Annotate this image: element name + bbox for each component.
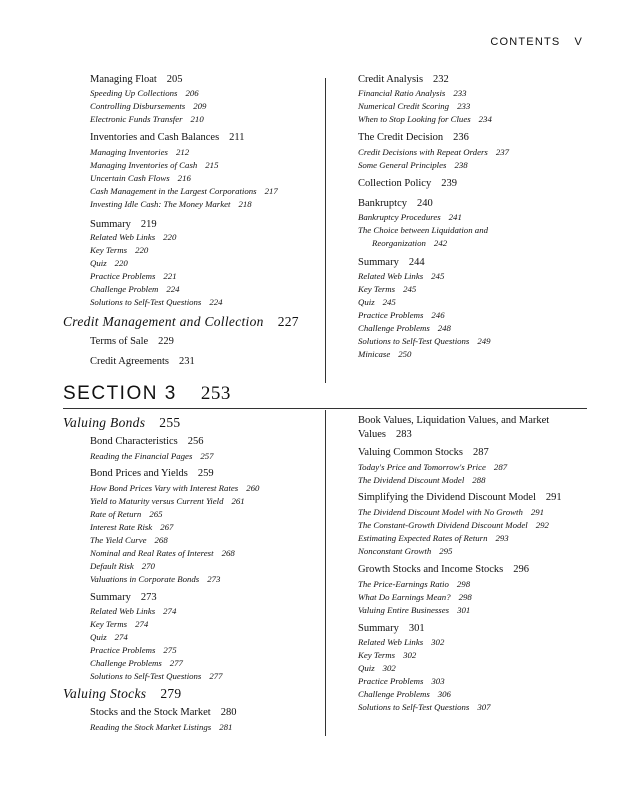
entry-title: Challenge Problems xyxy=(90,658,162,668)
entry-title: The Constant-Growth Dividend Discount Model xyxy=(358,520,528,530)
entry-page-number: 302 xyxy=(403,650,417,660)
entry-title: Key Terms xyxy=(90,619,128,629)
entry-page-number: 250 xyxy=(398,349,412,359)
toc-subentry xyxy=(358,310,445,320)
toc-subentry xyxy=(90,496,245,506)
entry-title: The Choice between Liquidation and xyxy=(358,225,488,235)
toc-subentry xyxy=(90,88,199,98)
entry-page-number: 234 xyxy=(478,114,492,124)
entry-page-number: 302 xyxy=(431,637,445,647)
entry-title: Nonconstant Growth xyxy=(358,546,432,556)
entry-title: The Credit Decision xyxy=(358,132,444,143)
toc-subentry xyxy=(90,658,183,668)
toc-subentry xyxy=(90,199,252,209)
entry-title: Practice Problems xyxy=(358,676,424,686)
entry-title: Uncertain Cash Flows xyxy=(90,173,170,183)
toc-entry xyxy=(90,356,195,367)
toc-subentry xyxy=(358,702,491,712)
toc-subentry xyxy=(358,147,509,157)
toc-subentry xyxy=(90,284,180,294)
section-page-number: 253 xyxy=(200,383,231,404)
entry-page-number: 277 xyxy=(169,658,183,668)
entry-title: Credit Decisions with Repeat Orders xyxy=(358,147,488,157)
toc-subentry xyxy=(90,258,128,268)
toc-entry xyxy=(90,74,183,85)
header-label: CONTENTS xyxy=(490,36,561,48)
entry-page-number: 232 xyxy=(433,74,449,85)
entry-title: Today's Price and Tomorrow's Price xyxy=(358,462,486,472)
column-divider-bottom xyxy=(325,410,326,736)
entry-page-number: 256 xyxy=(187,436,204,447)
entry-title: Quiz xyxy=(358,663,375,673)
entry-title: Related Web Links xyxy=(90,232,156,242)
toc-entry xyxy=(358,492,562,503)
toc-entry xyxy=(358,257,425,268)
entry-title: Collection Policy xyxy=(358,178,432,189)
entry-page-number: 218 xyxy=(238,199,252,209)
toc-subentry xyxy=(358,323,451,333)
entry-title: Book Values, Liquidation Values, and Market xyxy=(358,415,550,426)
toc-column-bottom-left xyxy=(63,415,323,745)
toc-subentry xyxy=(90,186,278,196)
entry-title: What Do Earnings Mean? xyxy=(358,592,451,602)
entry-page-number: 307 xyxy=(477,702,491,712)
entry-page-number: 268 xyxy=(221,548,235,558)
entry-page-number: 274 xyxy=(114,632,128,642)
entry-title: Key Terms xyxy=(358,284,396,294)
entry-page-number: 245 xyxy=(403,284,417,294)
toc-entry xyxy=(358,447,489,458)
entry-title: Quiz xyxy=(358,297,375,307)
entry-page-number: 257 xyxy=(200,451,214,461)
entry-page-number: 259 xyxy=(197,468,214,479)
entry-title: Speeding Up Collections xyxy=(90,88,178,98)
toc-subentry xyxy=(358,637,444,647)
toc-subentry xyxy=(358,605,470,615)
toc-entry xyxy=(90,592,157,603)
entry-page-number: 306 xyxy=(437,689,451,699)
entry-title: Nominal and Real Rates of Interest xyxy=(90,548,214,558)
entry-page-number: 224 xyxy=(209,297,223,307)
entry-title: Related Web Links xyxy=(358,271,424,281)
entry-title: Estimating Expected Rates of Return xyxy=(358,533,488,543)
entry-page-number: 240 xyxy=(417,198,433,209)
toc-subentry xyxy=(90,147,189,157)
toc-entry xyxy=(358,178,457,189)
toc-entry xyxy=(358,564,529,575)
entry-page-number: 212 xyxy=(175,147,190,157)
entry-page-number: 210 xyxy=(190,114,204,124)
entry-page-number: 245 xyxy=(431,271,445,281)
entry-title: Interest Rate Risk xyxy=(90,522,153,532)
toc-entry xyxy=(358,429,412,440)
entry-page-number: 260 xyxy=(246,483,260,493)
entry-page-number: 261 xyxy=(231,496,245,506)
toc-subentry xyxy=(90,245,148,255)
toc-subentry xyxy=(358,336,491,346)
toc-column-top-left xyxy=(63,74,323,379)
entry-page-number: 298 xyxy=(458,592,472,602)
toc-subentry xyxy=(358,475,485,485)
entry-page-number: 205 xyxy=(166,74,183,85)
toc-subentry xyxy=(90,232,176,242)
entry-page-number: 296 xyxy=(513,564,529,575)
entry-page-number: 217 xyxy=(264,186,278,196)
entry-title: Summary xyxy=(358,623,399,634)
entry-page-number: 229 xyxy=(158,336,174,347)
toc-subentry xyxy=(358,88,467,98)
toc-subentry xyxy=(358,579,470,589)
toc-entry xyxy=(358,74,449,85)
entry-title: Credit Management and Collection xyxy=(63,314,264,329)
entry-title: Simplifying the Dividend Discount Model xyxy=(358,492,536,503)
toc-subentry xyxy=(90,574,220,584)
entry-title: Yield to Maturity versus Current Yield xyxy=(90,496,224,506)
toc-entry xyxy=(358,623,425,634)
column-divider-top xyxy=(325,78,326,383)
entry-page-number: 274 xyxy=(163,606,177,616)
entry-page-number: 233 xyxy=(457,101,471,111)
chapter-entry xyxy=(63,314,299,330)
entry-page-number: 233 xyxy=(453,88,467,98)
entry-title: Reorganization xyxy=(372,238,426,248)
entry-page-number: 224 xyxy=(166,284,180,294)
entry-title: Investing Idle Cash: The Money Market xyxy=(90,199,231,209)
entry-title: Practice Problems xyxy=(90,645,156,655)
entry-page-number: 283 xyxy=(396,429,412,440)
entry-title: Challenge Problems xyxy=(358,689,430,699)
toc-subentry xyxy=(90,297,223,307)
entry-title: Reading the Stock Market Listings xyxy=(90,722,212,732)
toc-subentry xyxy=(90,160,218,170)
toc-entry xyxy=(90,468,214,479)
entry-title: Electronic Funds Transfer xyxy=(90,114,183,124)
chapter-entry xyxy=(63,686,181,702)
toc-subentry xyxy=(90,451,214,461)
entry-page-number: 211 xyxy=(229,132,245,143)
toc-subentry xyxy=(90,645,177,655)
entry-title: Managing Inventories xyxy=(90,147,168,157)
entry-title: Terms of Sale xyxy=(90,336,149,347)
entry-title: Summary xyxy=(90,219,131,230)
entry-title: Valuing Entire Businesses xyxy=(358,605,450,615)
toc-entry xyxy=(90,336,174,347)
entry-page-number: 302 xyxy=(382,663,396,673)
entry-page-number: 298 xyxy=(456,579,471,589)
entry-title: Solutions to Self-Test Questions xyxy=(90,297,202,307)
entry-page-number: 219 xyxy=(140,219,157,230)
entry-title: Challenge Problem xyxy=(90,284,159,294)
entry-page-number: 244 xyxy=(408,257,425,268)
entry-title: Bankruptcy xyxy=(358,198,407,209)
toc-subentry xyxy=(358,101,470,111)
entry-title: Practice Problems xyxy=(90,271,156,281)
toc-subentry xyxy=(358,592,472,602)
toc-entry xyxy=(358,198,433,209)
entry-title: The Dividend Discount Model with No Growth xyxy=(358,507,523,517)
toc-entry xyxy=(90,132,245,143)
entry-page-number: 274 xyxy=(135,619,149,629)
entry-title: Credit Analysis xyxy=(358,74,424,85)
page-header xyxy=(490,36,583,48)
toc-subentry xyxy=(358,507,544,517)
entry-title: Key Terms xyxy=(358,650,396,660)
toc-subentry xyxy=(90,535,168,545)
toc-subentry xyxy=(358,520,549,530)
entry-page-number: 267 xyxy=(160,522,174,532)
entry-page-number: 277 xyxy=(209,671,223,681)
entry-page-number: 241 xyxy=(448,212,462,222)
toc-subentry xyxy=(90,619,148,629)
entry-page-number: 238 xyxy=(454,160,468,170)
toc-subentry xyxy=(358,349,411,359)
toc-subentry xyxy=(90,632,128,642)
entry-page-number: 227 xyxy=(277,314,299,329)
entry-title: Cash Management in the Largest Corporations xyxy=(90,186,257,196)
entry-title: Stocks and the Stock Market xyxy=(90,707,211,718)
chapter-entry xyxy=(63,415,180,431)
toc-entry xyxy=(90,219,157,230)
toc-subentry xyxy=(372,238,447,248)
entry-page-number: 246 xyxy=(431,310,445,320)
entry-page-number: 215 xyxy=(205,160,219,170)
entry-title: Growth Stocks and Income Stocks xyxy=(358,564,504,575)
entry-title: Managing Inventories of Cash xyxy=(90,160,198,170)
entry-page-number: 245 xyxy=(382,297,396,307)
entry-title: The Dividend Discount Model xyxy=(358,475,465,485)
entry-title: Key Terms xyxy=(90,245,128,255)
toc-entry xyxy=(358,132,469,143)
toc-subentry xyxy=(90,101,206,111)
entry-title: When to Stop Looking for Clues xyxy=(358,114,471,124)
entry-title: Managing Float xyxy=(90,74,157,85)
entry-page-number: 287 xyxy=(493,462,508,472)
toc-subentry xyxy=(358,546,452,556)
entry-title: How Bond Prices Vary with Interest Rates xyxy=(90,483,239,493)
entry-page-number: 273 xyxy=(140,592,157,603)
entry-page-number: 236 xyxy=(453,132,469,143)
entry-page-number: 268 xyxy=(154,535,168,545)
entry-page-number: 249 xyxy=(477,336,491,346)
toc-subentry xyxy=(90,548,235,558)
toc-subentry xyxy=(358,650,416,660)
toc-column-bottom-right xyxy=(358,415,588,715)
toc-subentry xyxy=(358,284,416,294)
toc-subentry xyxy=(358,676,445,686)
toc-column-top-right xyxy=(358,74,588,379)
entry-title: Practice Problems xyxy=(358,310,424,320)
entry-title: Solutions to Self-Test Questions xyxy=(358,702,470,712)
entry-title: Numerical Credit Scoring xyxy=(358,101,450,111)
entry-title: Summary xyxy=(358,257,399,268)
entry-title: Minicase xyxy=(358,349,391,359)
entry-title: Valuing Common Stocks xyxy=(358,447,464,458)
entry-title: The Price-Earnings Ratio xyxy=(358,579,449,589)
entry-page-number: 280 xyxy=(220,707,237,718)
entry-page-number: 216 xyxy=(177,173,191,183)
entry-title: Valuations in Corporate Bonds xyxy=(90,574,200,584)
entry-page-number: 220 xyxy=(114,258,128,268)
toc-subentry xyxy=(90,483,259,493)
entry-title: Related Web Links xyxy=(90,606,156,616)
entry-page-number: 281 xyxy=(219,722,233,732)
entry-page-number: 301 xyxy=(408,623,425,634)
entry-title: Default Risk xyxy=(90,561,134,571)
entry-page-number: 288 xyxy=(472,475,486,485)
entry-title: Financial Ratio Analysis xyxy=(358,88,446,98)
entry-page-number: 231 xyxy=(179,356,195,367)
toc-subentry xyxy=(358,533,509,543)
entry-page-number: 295 xyxy=(439,546,453,556)
toc-subentry xyxy=(358,114,492,124)
entry-title: Bond Characteristics xyxy=(90,436,178,447)
entry-title: Quiz xyxy=(90,632,107,642)
entry-page-number: 255 xyxy=(159,415,181,430)
entry-page-number: 265 xyxy=(149,509,163,519)
toc-subentry xyxy=(90,606,176,616)
entry-title: Rate of Return xyxy=(90,509,142,519)
entry-title: Values xyxy=(358,429,386,440)
entry-page-number: 291 xyxy=(530,507,545,517)
toc-subentry xyxy=(90,173,191,183)
toc-subentry xyxy=(358,689,451,699)
entry-title: Bankruptcy Procedures xyxy=(358,212,441,222)
entry-page-number: 220 xyxy=(135,245,149,255)
toc-subentry xyxy=(358,225,488,235)
entry-title: Valuing Bonds xyxy=(63,415,146,430)
toc-subentry xyxy=(90,509,163,519)
toc-subentry xyxy=(90,522,173,532)
toc-subentry xyxy=(358,297,396,307)
entry-page-number: 270 xyxy=(141,561,155,571)
toc-subentry xyxy=(90,561,155,571)
entry-page-number: 237 xyxy=(495,147,510,157)
entry-page-number: 273 xyxy=(207,574,221,584)
entry-page-number: 291 xyxy=(545,492,562,503)
toc-subentry xyxy=(90,722,232,732)
entry-title: Quiz xyxy=(90,258,107,268)
entry-page-number: 292 xyxy=(535,520,549,530)
entry-title: Valuing Stocks xyxy=(63,686,147,701)
entry-page-number: 206 xyxy=(185,88,199,98)
entry-page-number: 293 xyxy=(495,533,509,543)
toc-subentry xyxy=(90,671,223,681)
entry-page-number: 279 xyxy=(160,686,182,701)
entry-page-number: 221 xyxy=(163,271,177,281)
entry-page-number: 287 xyxy=(473,447,489,458)
entry-title: Solutions to Self-Test Questions xyxy=(90,671,202,681)
entry-title: Credit Agreements xyxy=(90,356,170,367)
entry-page-number: 220 xyxy=(163,232,177,242)
toc-subentry xyxy=(358,271,444,281)
section-label: SECTION 3 xyxy=(63,383,177,404)
header-page-number: V xyxy=(574,36,583,48)
entry-title: Inventories and Cash Balances xyxy=(90,132,220,143)
toc-subentry xyxy=(358,212,462,222)
entry-title: Controlling Disbursements xyxy=(90,101,186,111)
entry-page-number: 301 xyxy=(457,605,471,615)
entry-page-number: 239 xyxy=(441,178,457,189)
toc-subentry xyxy=(90,114,204,124)
entry-title: Challenge Problems xyxy=(358,323,430,333)
entry-page-number: 242 xyxy=(433,238,448,248)
section-rule xyxy=(63,408,587,409)
entry-page-number: 275 xyxy=(163,645,177,655)
entry-title: Some General Principles xyxy=(358,160,447,170)
toc-entry xyxy=(90,436,204,447)
entry-title: Reading the Financial Pages xyxy=(90,451,193,461)
toc-entry xyxy=(90,707,236,718)
entry-title: Summary xyxy=(90,592,131,603)
entry-page-number: 248 xyxy=(437,323,451,333)
toc-subentry xyxy=(358,462,507,472)
entry-title: Solutions to Self-Test Questions xyxy=(358,336,470,346)
entry-page-number: 209 xyxy=(193,101,207,111)
entry-title: Related Web Links xyxy=(358,637,424,647)
entry-title: Bond Prices and Yields xyxy=(90,468,188,479)
entry-page-number: 303 xyxy=(431,676,445,686)
toc-subentry xyxy=(358,160,468,170)
toc-subentry xyxy=(90,271,177,281)
section-heading xyxy=(63,383,231,405)
toc-entry xyxy=(358,415,549,426)
entry-title: The Yield Curve xyxy=(90,535,147,545)
toc-subentry xyxy=(358,663,396,673)
